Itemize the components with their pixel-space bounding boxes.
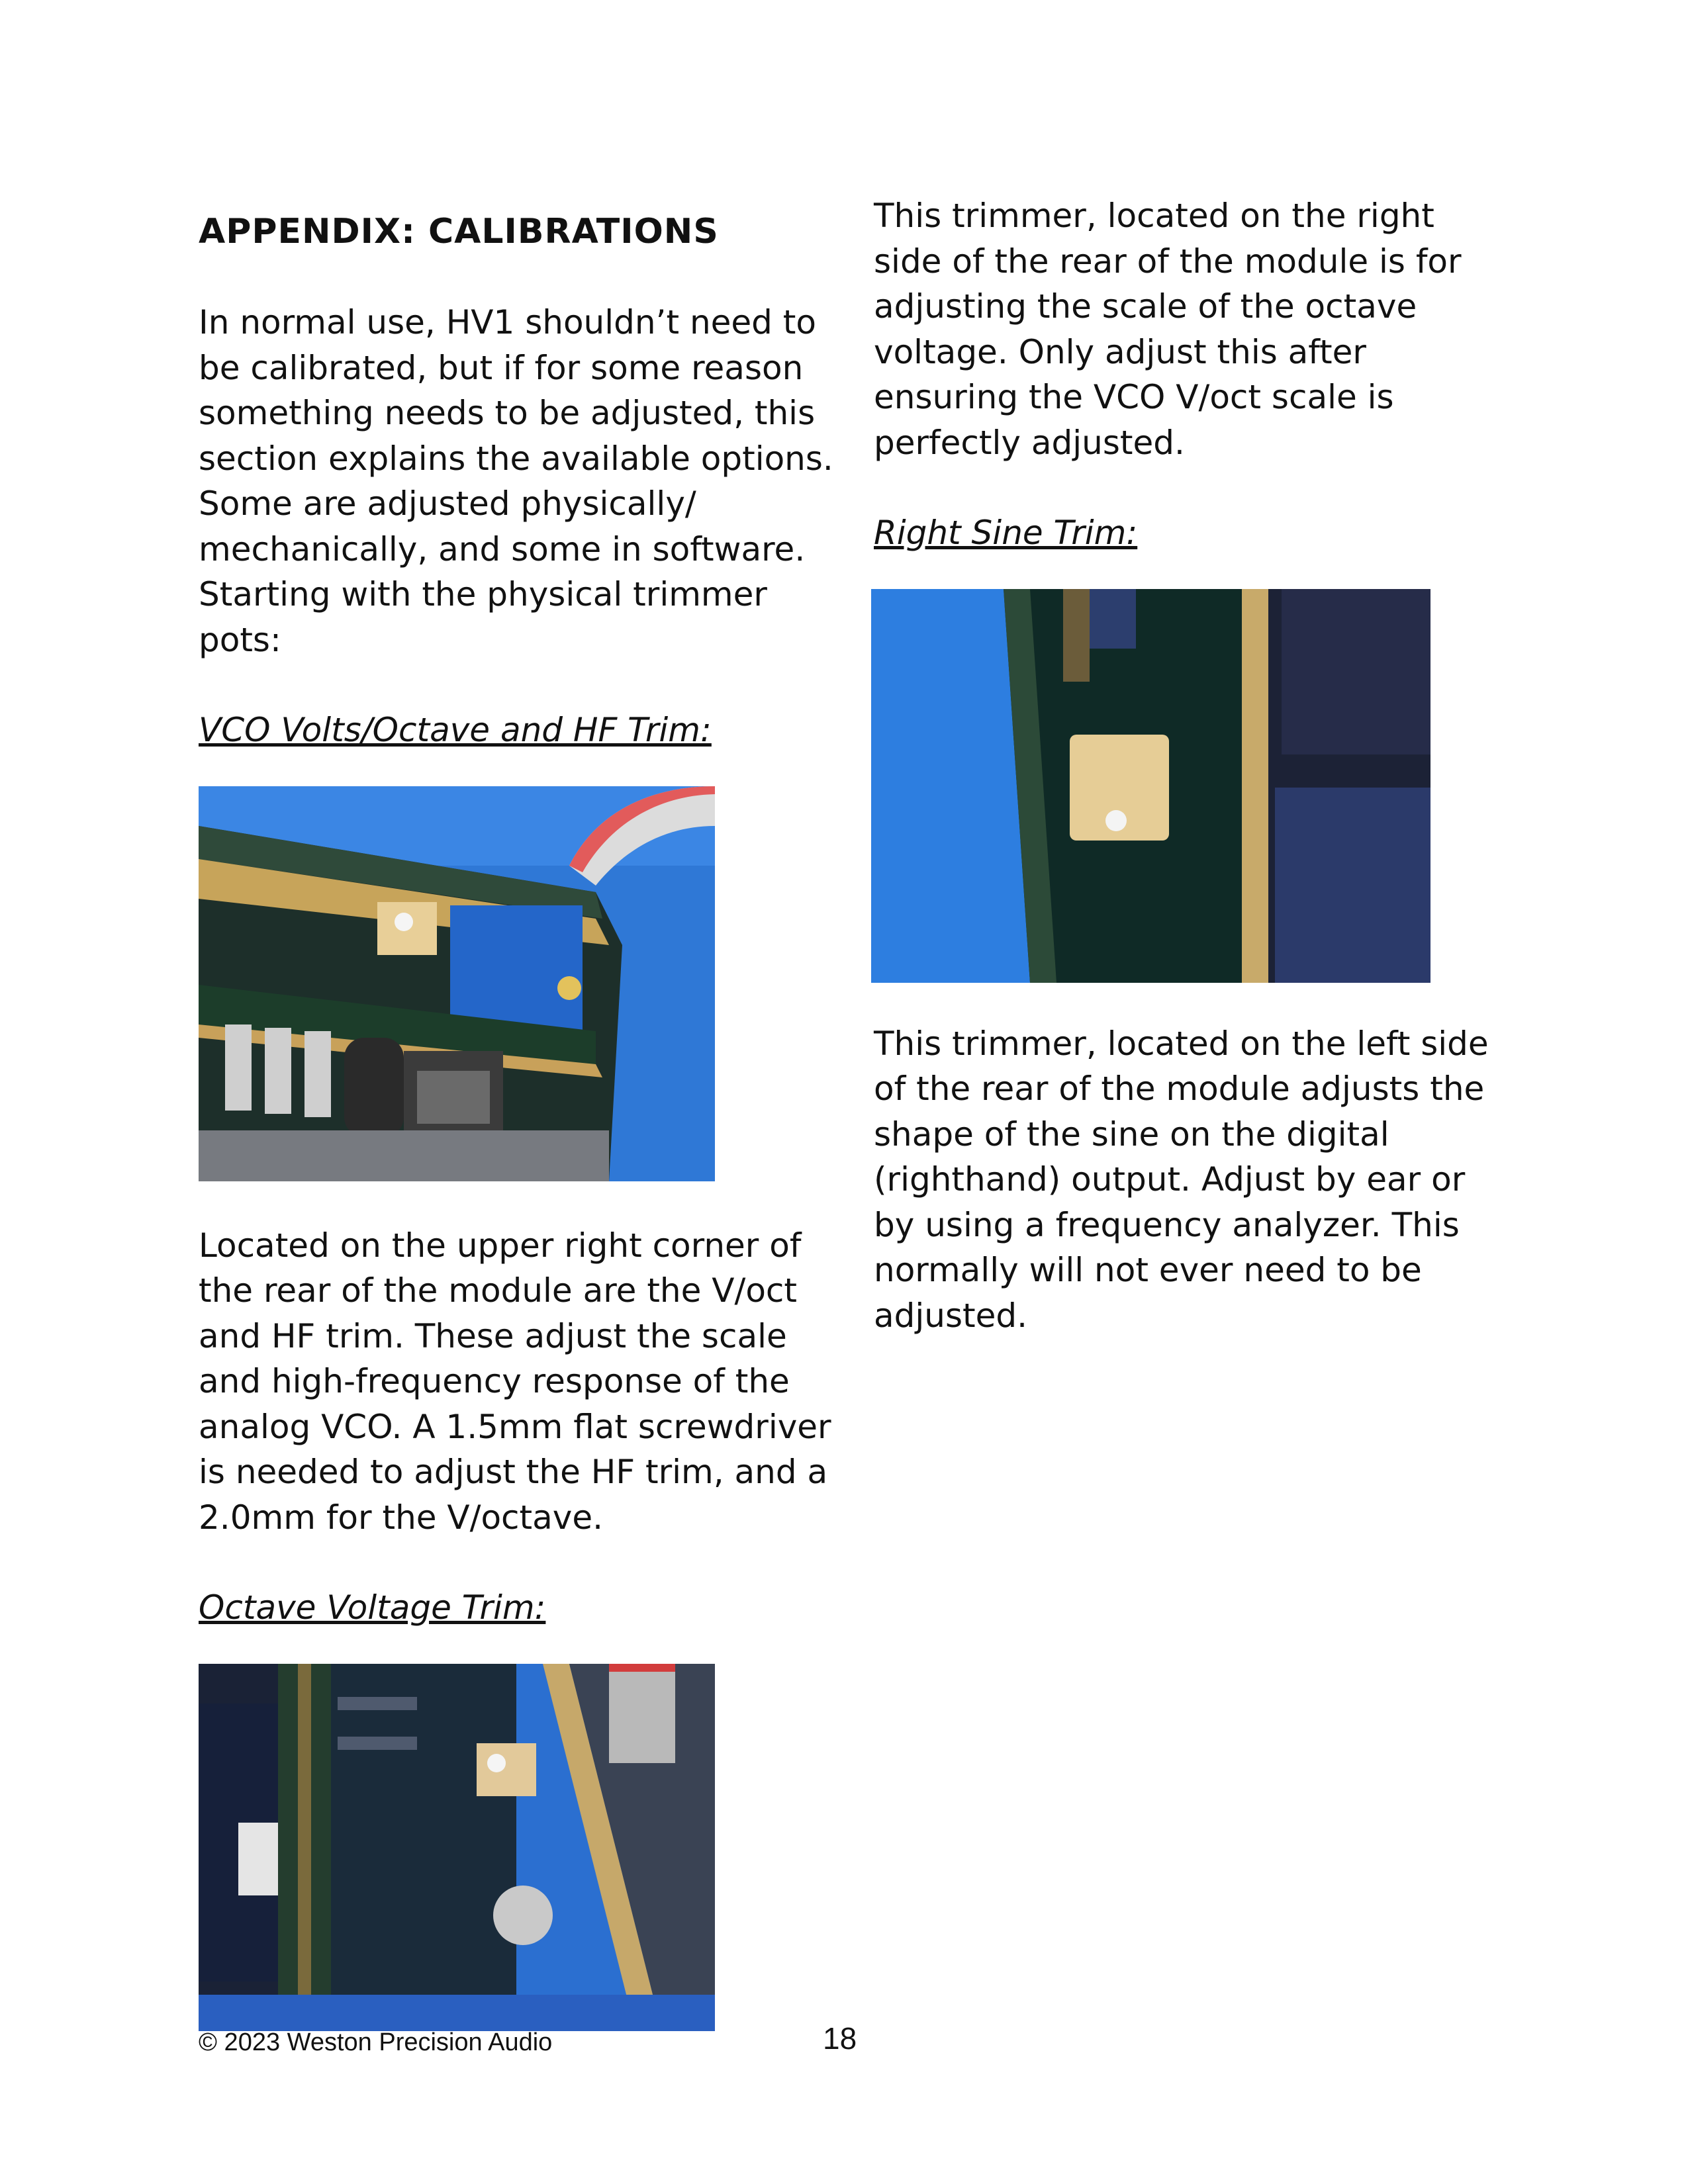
left-column [199,192,834,2031]
vco-trim-subheading: VCO Volts/Octave and HF Trim: [199,711,712,749]
octave-trim-paragraph: This trimmer, located on the right side of the rear of the module is for adjusting the scale of the octave voltage. Only adjust this after ensuring the VCO V/oct scale is perfectly adjusted. [874,197,1462,462]
sine-trim-subheading: Right Sine Trim: [874,514,1138,552]
page-number: 18 [823,2021,857,2056]
intro-paragraph: In normal use, HV1 shouldn’t need to be calibrated, but if for some reason something needs to be adjusted, this section explains the available options. Some are adjusted physically/ mechanically, and some in software. Starting with the physical trimmer pots: [199,303,833,659]
octave-trim-subheading: Octave Voltage Trim: [199,1588,546,1627]
vco-trim-paragraph: Located on the upper right corner of the rear of the module are the V/oct and HF trim. These adjust the scale and high-frequency response of the analog VCO. A 1.5mm flat screwdriver is needed to adjust the HF trim, and a 2.0mm for the V/octave. [199,1226,831,1537]
sine-trim-paragraph: This trimmer, located on the left side of the rear of the module adjusts the shape of the sine on the digital (righthand) output. Adjust by ear or by using a frequency analyzer. This normally will not ever need to be adjusted. [874,1024,1489,1335]
sine-trim-photo [871,589,1430,983]
appendix-heading: APPENDIX: CALIBRATIONS [199,212,719,251]
copyright-footer: © 2023 Weston Precision Audio [199,2028,553,2056]
right-column [874,193,1509,1338]
vco-trim-photo [199,786,715,1181]
octave-trim-photo [199,1664,715,2031]
